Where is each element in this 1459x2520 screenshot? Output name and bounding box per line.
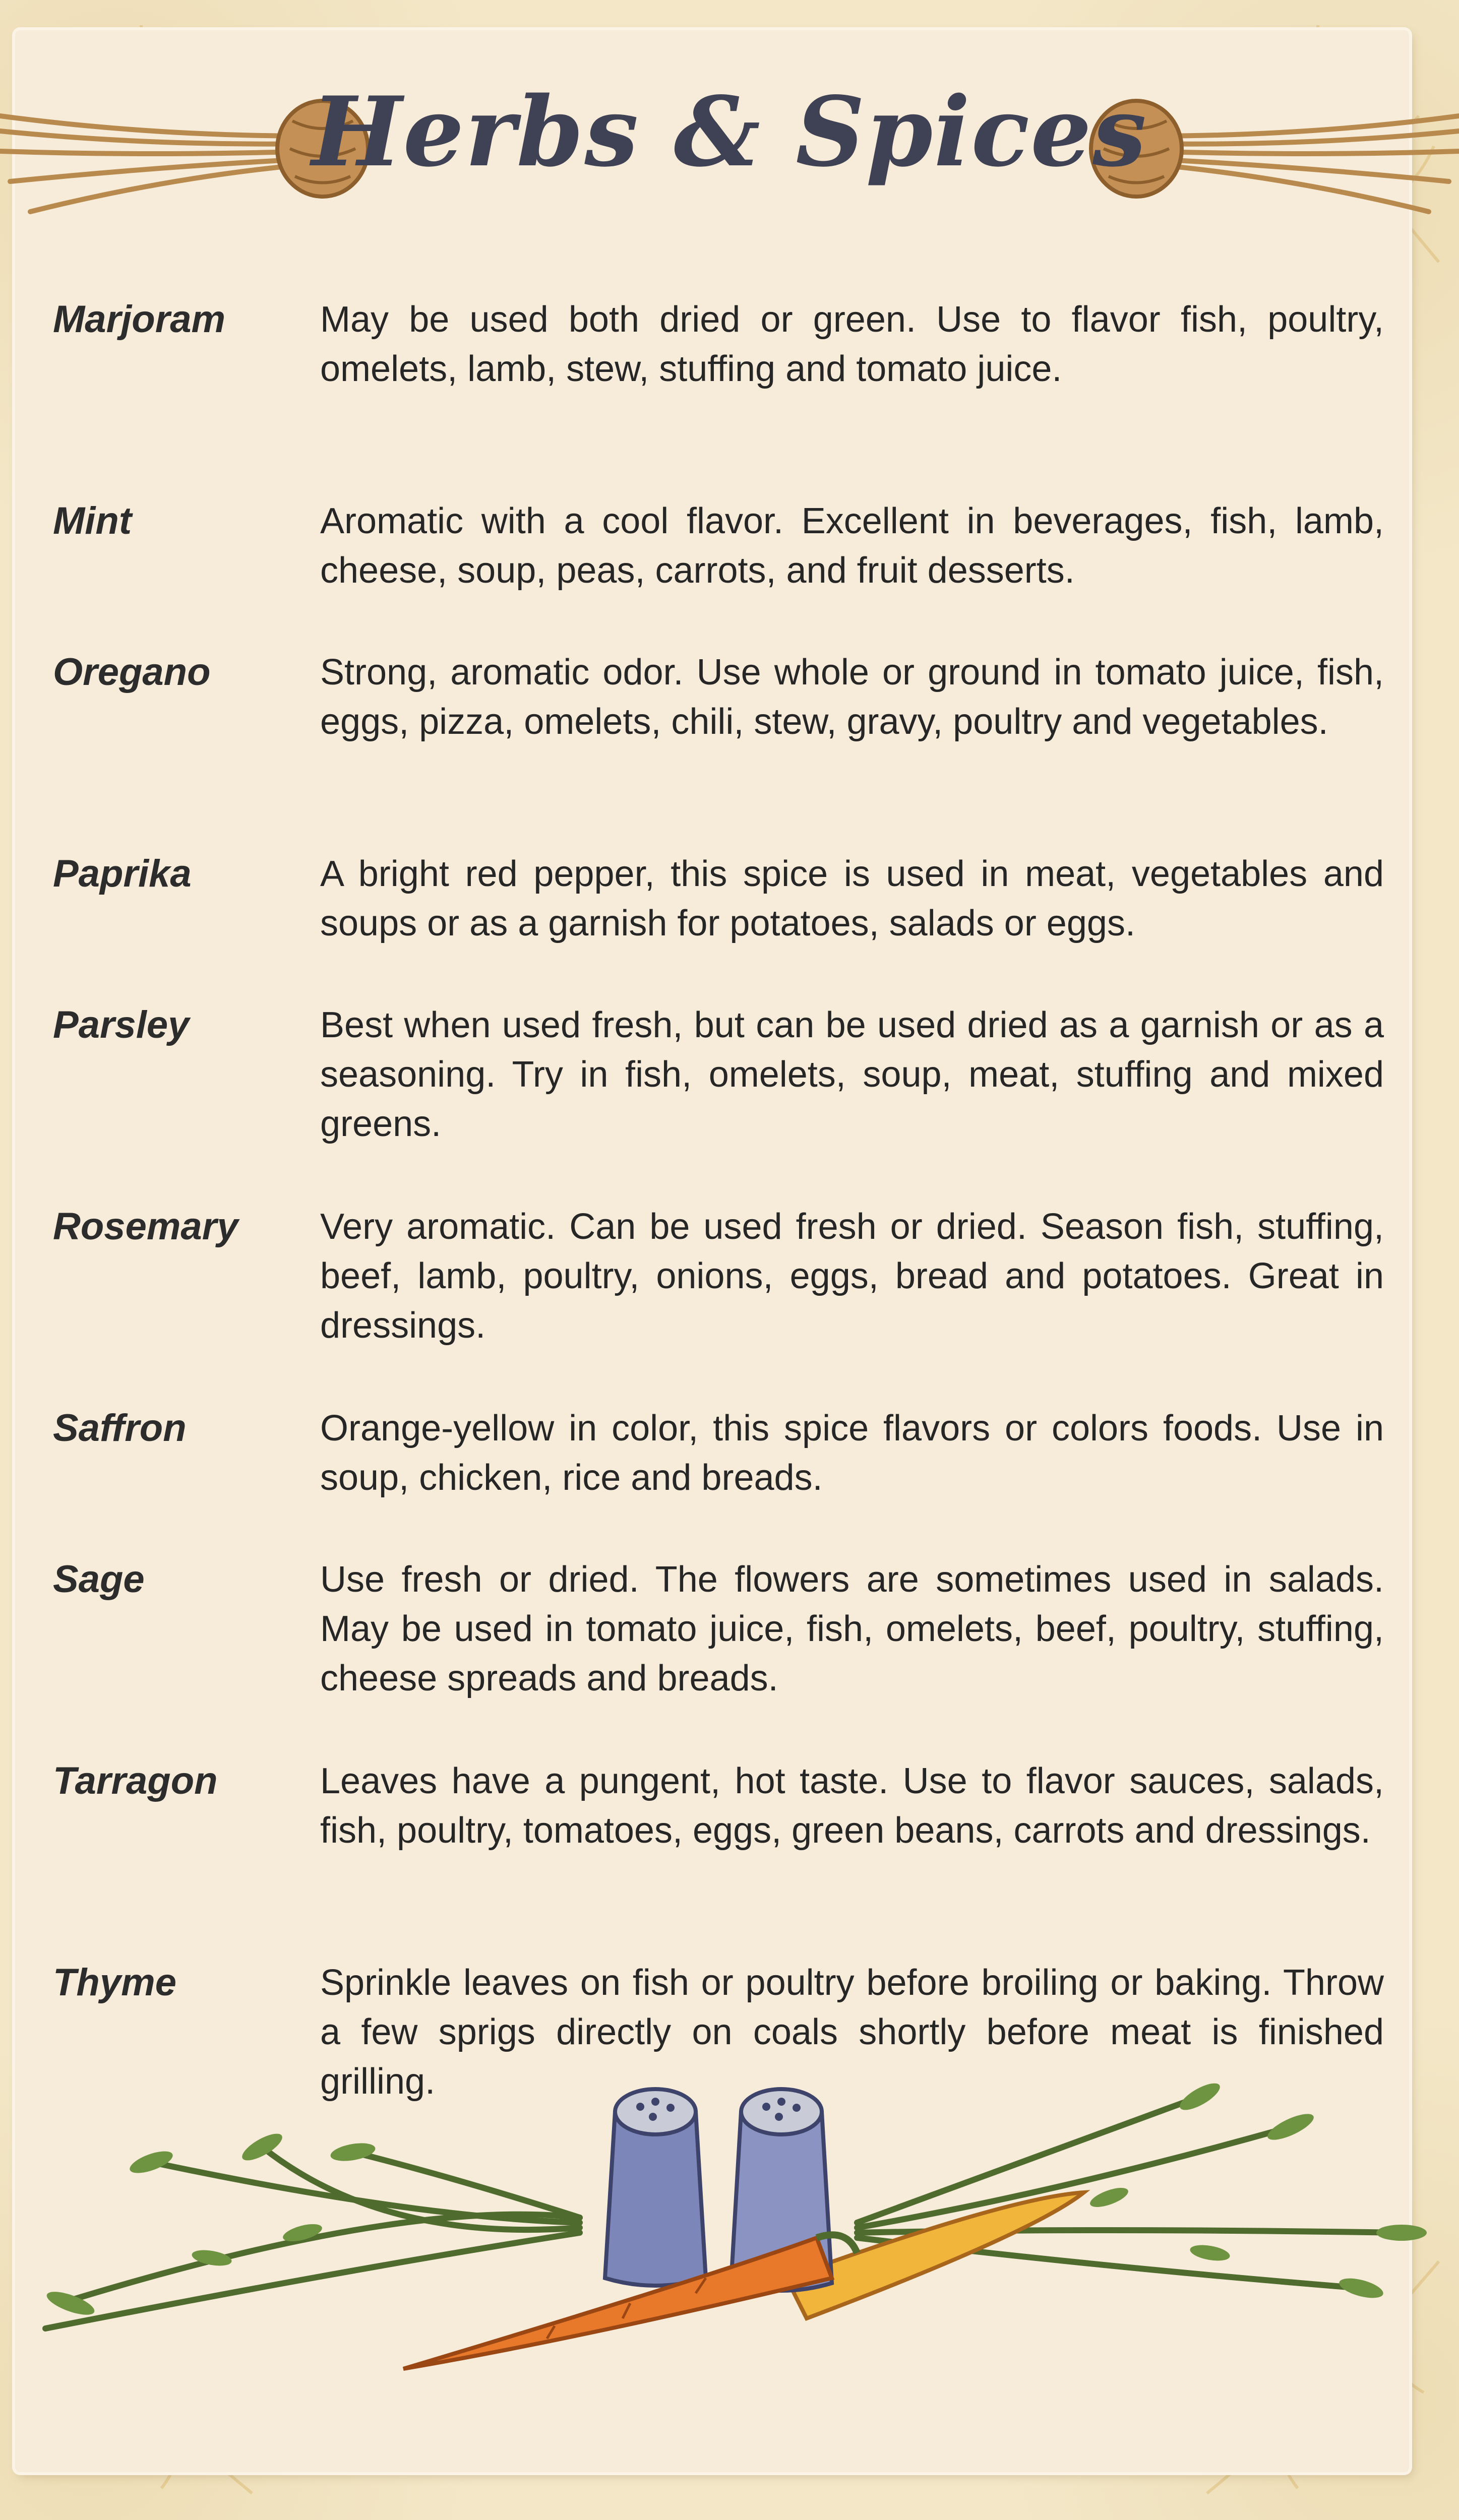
herb-name: Paprika <box>53 852 192 895</box>
herb-entry <box>53 648 1384 849</box>
herb-entry <box>53 849 1384 1000</box>
herb-entry <box>53 1000 1384 1202</box>
herb-name: Mint <box>53 499 132 542</box>
herb-name: Marjoram <box>53 298 226 341</box>
herb-entry <box>53 1756 1384 1958</box>
herb-description: May be used both dried or green. Use to flavor fish, poultry, omelets, lamb, stew, stuffing and tomato juice. <box>320 299 1384 389</box>
herb-list <box>53 295 1384 2160</box>
herb-description: Orange-yellow in color, this spice flavors or colors foods. Use in soup, chicken, rice and breads. <box>320 1408 1384 1498</box>
herb-name: Tarragon <box>53 1759 218 1802</box>
herb-description: Aromatic with a cool flavor. Excellent in beverages, fish, lamb, cheese, soup, peas, carrots, and fruit desserts. <box>320 501 1384 591</box>
herb-description: Leaves have a pungent, hot taste. Use to flavor sauces, salads, fish, poultry, tomatoes, eggs, green beans, carrots and dressings. <box>320 1761 1384 1851</box>
herb-description: Very aromatic. Can be used fresh or dried. Season fish, stuffing, beef, lamb, poultry, onions, eggs, bread and potatoes. Great in dressings. <box>320 1207 1384 1346</box>
page-title: Herbs & Spices <box>312 76 1147 188</box>
herb-description: Strong, aromatic odor. Use whole or ground in tomato juice, fish, eggs, pizza, omelets, chili, stew, gravy, poultry and vegetables. <box>320 652 1384 742</box>
herb-entry <box>53 295 1384 496</box>
vegetables-and-shakers-illustration <box>0 2066 1459 2379</box>
herb-name: Parsley <box>53 1003 190 1046</box>
herb-entry <box>53 496 1384 648</box>
herb-name: Rosemary <box>53 1205 238 1248</box>
herb-name: Saffron <box>53 1407 187 1450</box>
herb-name: Thyme <box>53 1961 176 2004</box>
herb-entry <box>53 1404 1384 1555</box>
herb-entry <box>53 1202 1384 1404</box>
herb-entry <box>53 1555 1384 1756</box>
herb-description: A bright red pepper, this spice is used in meat, vegetables and soups or as a garnish for potatoes, salads or eggs. <box>320 854 1384 943</box>
herb-description: Sprinkle leaves on fish or poultry before broiling or baking. Throw a few sprigs directly on coals shortly before meat is finished grilling. <box>320 1963 1384 2102</box>
herb-name: Sage <box>53 1558 145 1601</box>
herb-description: Best when used fresh, but can be used dried as a garnish or as a seasoning. Try in fish, omelets, soup, meat, stuffing and mixed greens. <box>320 1005 1384 1144</box>
herb-description: Use fresh or dried. The flowers are sometimes used in salads. May be used in tomato juice, fish, omelets, beef, poultry, stuffing, cheese spreads and breads. <box>320 1559 1384 1698</box>
herb-name: Oregano <box>53 651 211 694</box>
